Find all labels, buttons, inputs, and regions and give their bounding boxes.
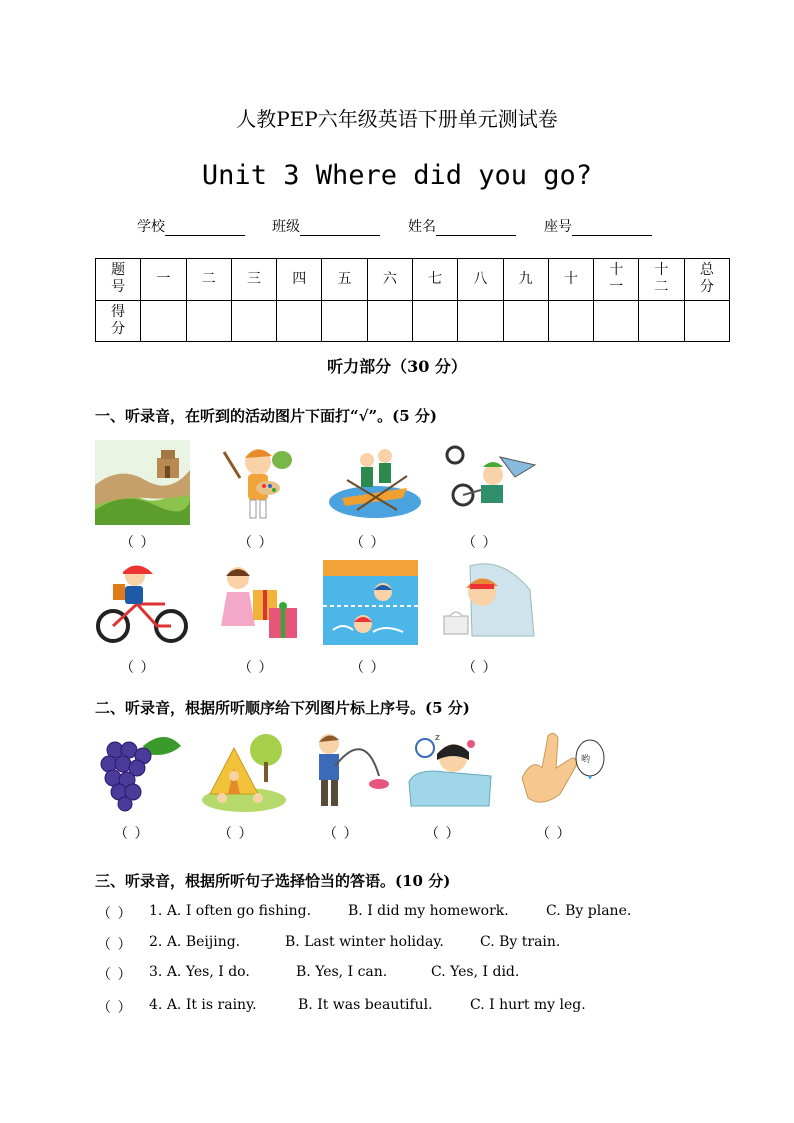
score-cell[interactable]: [412, 300, 457, 342]
question-4-a: [149, 997, 257, 1013]
boy-riding-bike-icon: [95, 560, 190, 645]
option-b: B. I did my homework.: [348, 903, 509, 919]
school-label: 学校: [137, 219, 165, 235]
girl-with-gifts-icon: [213, 560, 308, 645]
col-6: 六: [367, 259, 412, 301]
answer-paren[interactable]: （ ）: [425, 826, 461, 842]
row-label-question-number: 题号: [96, 259, 141, 301]
answer-paren[interactable]: （ ）: [238, 660, 274, 676]
question-number: 3.: [149, 964, 163, 980]
col-2: 二: [186, 259, 231, 301]
section3-title: 三、听录音，根据所听句子选择恰当的答语。(10 分): [95, 872, 451, 890]
option-c: C. By plane.: [546, 903, 632, 919]
great-wall-icon: [95, 440, 190, 525]
col-3: 三: [231, 259, 276, 301]
rowing-boat-icon: [327, 440, 422, 525]
seat-field[interactable]: [544, 216, 652, 236]
col-12: 十二: [639, 259, 684, 301]
score-table: [95, 258, 730, 342]
col-9: 九: [503, 259, 548, 301]
col-5: 五: [322, 259, 367, 301]
answer-paren[interactable]: （ ）: [536, 826, 572, 842]
class-field[interactable]: [272, 216, 380, 236]
score-cell[interactable]: [186, 300, 231, 342]
answer-paren[interactable]: （ ）: [97, 1000, 133, 1016]
score-cell[interactable]: [639, 300, 684, 342]
name-blank[interactable]: [436, 221, 516, 236]
score-cell[interactable]: [367, 300, 412, 342]
answer-paren[interactable]: （ ）: [238, 535, 274, 551]
answer-paren[interactable]: （ ）: [97, 937, 133, 953]
name-label: 姓名: [408, 219, 436, 235]
seat-blank[interactable]: [572, 221, 652, 236]
col-1: 一: [141, 259, 186, 301]
sick-girl-icon: [442, 560, 537, 645]
option-c: C. I hurt my leg.: [470, 997, 586, 1013]
score-cell[interactable]: [684, 300, 729, 342]
col-7: 七: [412, 259, 457, 301]
score-row: [96, 300, 730, 342]
option-c: C. Yes, I did.: [431, 964, 520, 980]
option-a: A. Beijing.: [166, 934, 241, 950]
svg-text:哟: 哟: [581, 755, 591, 765]
score-cell[interactable]: [548, 300, 593, 342]
question-number: 4.: [149, 997, 163, 1013]
camping-tent-icon: [200, 728, 288, 813]
class-blank[interactable]: [300, 221, 380, 236]
hurt-finger-icon: [512, 728, 607, 813]
col-4: 四: [277, 259, 322, 301]
col-11: 十一: [594, 259, 639, 301]
answer-paren[interactable]: （ ）: [350, 535, 386, 551]
answer-paren[interactable]: （ ）: [462, 535, 498, 551]
score-cell[interactable]: [594, 300, 639, 342]
seat-label: 座号: [544, 219, 572, 235]
answer-paren[interactable]: （ ）: [120, 660, 156, 676]
col-total: 总分: [684, 259, 729, 301]
boy-fishing-icon: [305, 728, 393, 813]
score-cell[interactable]: [322, 300, 367, 342]
question-row: [97, 997, 132, 1017]
svg-text:z: z: [435, 733, 440, 743]
class-label: 班级: [272, 219, 300, 235]
score-cell[interactable]: [458, 300, 503, 342]
option-b: B. Last winter holiday.: [285, 934, 444, 950]
section1-title: 一、听录音，在听到的活动图片下面打“√”。(5 分): [95, 407, 437, 425]
fell-off-bike-icon: [445, 435, 540, 520]
question-row: [97, 903, 132, 923]
page-title-en: Unit 3 Where did you go?: [201, 160, 593, 191]
question-number: 2.: [149, 934, 163, 950]
answer-paren[interactable]: （ ）: [114, 826, 150, 842]
girl-sleeping-icon: [405, 728, 495, 813]
answer-paren[interactable]: （ ）: [120, 535, 156, 551]
col-10: 十: [548, 259, 593, 301]
score-cell[interactable]: [141, 300, 186, 342]
question-1-a: [149, 903, 311, 919]
school-blank[interactable]: [165, 221, 245, 236]
answer-paren[interactable]: （ ）: [462, 660, 498, 676]
school-field[interactable]: [137, 216, 245, 236]
answer-paren[interactable]: （ ）: [323, 826, 359, 842]
name-field[interactable]: [408, 216, 516, 236]
question-number-row: [96, 259, 730, 301]
row-label-score: 得分: [96, 300, 141, 342]
grapes-icon: [95, 728, 183, 813]
answer-paren[interactable]: （ ）: [97, 906, 133, 922]
score-cell[interactable]: [277, 300, 322, 342]
score-cell[interactable]: [503, 300, 548, 342]
boy-painting-icon: [210, 440, 305, 525]
score-cell[interactable]: [231, 300, 276, 342]
option-a: A. It is rainy.: [166, 997, 257, 1013]
question-3-a: [149, 964, 250, 980]
answer-paren[interactable]: （ ）: [97, 967, 133, 983]
question-number: 1.: [149, 903, 163, 919]
option-b: B. Yes, I can.: [296, 964, 388, 980]
option-c: C. By train.: [480, 934, 561, 950]
answer-paren[interactable]: （ ）: [350, 660, 386, 676]
option-b: B. It was beautiful.: [298, 997, 433, 1013]
option-a: A. I often go fishing.: [166, 903, 312, 919]
question-row: [97, 934, 132, 954]
page-title-cn: 人教PEP六年级英语下册单元测试卷: [236, 107, 558, 131]
swimming-icon: [323, 560, 418, 645]
question-row: [97, 964, 132, 984]
listening-header: 听力部分（30 分）: [327, 357, 467, 376]
answer-paren[interactable]: （ ）: [218, 826, 254, 842]
question-2-a: [149, 934, 240, 950]
col-8: 八: [458, 259, 503, 301]
section2-title: 二、听录音，根据所听顺序给下列图片标上序号。(5 分): [95, 699, 470, 717]
option-a: A. Yes, I do.: [166, 964, 250, 980]
